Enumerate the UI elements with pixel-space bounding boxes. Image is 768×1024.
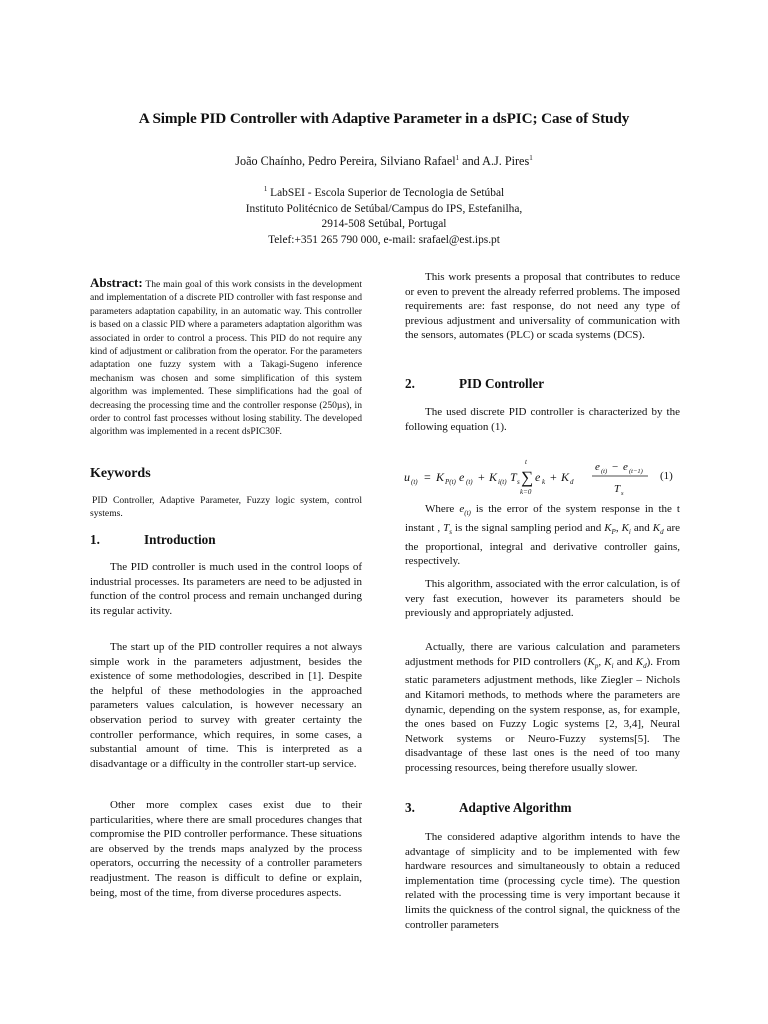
svg-text:K: K: [489, 470, 498, 484]
equation-number: (1): [660, 470, 673, 482]
section-1-heading: 1. Introduction: [90, 532, 216, 547]
abstract-heading: Abstract:: [90, 275, 143, 290]
svg-text:∑: ∑: [521, 468, 534, 487]
svg-text:K: K: [561, 470, 570, 484]
affiliation-line-1: $^1$ LabSEI - Escola Superior de Tecnologia de Setúbal: [263, 185, 505, 199]
intro-continuation: This work presents a proposal that contributes to reduce or even to prevent the already referred problems. The imposed requirements are: fast response, do not need any type of previous adjustment and universality of communication with the sensors, automates (PLC) or scada systems (DCS).: [405, 271, 680, 342]
svg-text:s: s: [517, 478, 520, 486]
paper-title: A Simple PID Controller with Adaptive Parameter in a dsPIC; Case of Study: [138, 110, 630, 127]
svg-text:e: e: [595, 461, 600, 473]
author-list: João Chaínho, Pedro Pereira, Silviano Rafael$^1$ and A.J. Pires$^1$: [235, 154, 533, 168]
intro-paragraph-2: The start up of the PID controller requires a not always simple work in the parameters adjustment, besides the existence of some methodologies, described in [1]. Despite the helpful of these methodologies in the approached parameters values calculation, is however necessary an observation period to survey with greater certainty the controller performance, which requires, in some cases, a substantial amount of time. This is interpreted as a disadvantage or a difficulty in the controller start-up service.: [90, 641, 362, 770]
affiliation-line-3: 2914-508 Setúbal, Portugal: [321, 218, 447, 231]
svg-text:k=0: k=0: [520, 488, 532, 496]
svg-text:+: +: [550, 470, 557, 484]
pid-equation: [404, 452, 694, 502]
pid-paragraph-2: Where $e_{(t)}$ is the error of the system response in the t instant , $T_s$ is the signal sampling period and $K_P$, $K_i$ and $K_d$ are the proportional, integral and derivative controller gains, respectively.: [405, 503, 680, 568]
svg-text:+: +: [478, 470, 485, 484]
svg-text:(t): (t): [601, 468, 608, 475]
svg-text:i(t): i(t): [498, 478, 507, 486]
svg-text:e: e: [459, 470, 465, 484]
svg-text:=: =: [424, 470, 431, 484]
svg-text:T: T: [614, 483, 621, 495]
pid-paragraph-1: The used discrete PID controller is characterized by the following equation (1).: [405, 406, 680, 433]
pid-paragraph-4: Actually, there are various calculation and parameters adjustment methods for PID controllers ($K_p$, $K_i$ and $K_d$). From static parameters adjustment methods, like Ziegler – Nichols and Kitamori methods, to methods where the parameters are dynamic, depending on the system response, as, for example, the ones based on Fuzzy Logic systems [2, 3,4], Neural Network systems or Neuro-Fuzzy systems[5]. The disadvantage of these last ones is the need of too many processing resources, being therefore usually slower.: [405, 641, 681, 774]
svg-text:t: t: [525, 458, 527, 466]
svg-text:s: s: [621, 490, 624, 497]
affiliation-line-2: Instituto Politécnico de Setúbal/Campus do IPS, Estefanilha,: [245, 202, 523, 215]
intro-paragraph-1: The PID controller is much used in the control loops of industrial processes. Its parameters are need to be adjusted in function of the control process and remain unchanged during its regular activity.: [90, 561, 362, 617]
svg-text:(t): (t): [466, 478, 473, 486]
keywords-heading: Keywords: [90, 466, 151, 481]
intro-paragraph-3: Other more complex cases exist due to their particularities, where there are small procedures changes that compromise the PID controller performance. These situations are observed by the trends maps analyzed by the process operators, occurring the necessity of a controller parameters readjustment. The reason is difficult to define or explain, being, most of the time, from diverse procedures aspects.: [90, 799, 362, 899]
section-2-heading: 2. PID Controller: [405, 376, 545, 391]
adaptive-paragraph-1: The considered adaptive algorithm intends to have the advantage of simplicity and to be implemented with few hardware resources and simultaneously to obtain a reduced implementation time (processing cycle time). The question related with the processing time is very important because it limits the quickness of the control signal, the quickness of the controller parameters: [405, 831, 680, 931]
affiliation-line-4: Telef:+351 265 790 000, e-mail: srafael@est.ips.pt: [268, 233, 500, 246]
svg-text:K: K: [436, 470, 445, 484]
svg-text:e: e: [535, 470, 541, 484]
equation-graphic: [404, 452, 694, 502]
svg-text:T: T: [510, 470, 517, 484]
svg-text:u: u: [404, 470, 410, 484]
section-3-heading: 3. Adaptive Algorithm: [405, 800, 572, 815]
abstract: [90, 276, 362, 439]
svg-text:d: d: [570, 478, 574, 486]
svg-text:−: −: [612, 461, 619, 473]
svg-text:(t−1): (t−1): [629, 468, 643, 475]
svg-text:P(t): P(t): [445, 478, 456, 486]
svg-text:e: e: [623, 461, 628, 473]
svg-text:(t): (t): [411, 478, 418, 486]
svg-text:k: k: [542, 478, 546, 486]
keywords-text: PID Controller, Adaptive Parameter, Fuzzy logic system, control systems.: [90, 495, 362, 520]
pid-paragraph-3: This algorithm, associated with the error calculation, is of very fast execution, however its parameters should be previously and appropriately adjusted.: [405, 578, 680, 620]
affiliation: [40, 186, 728, 248]
abstract-text: The main goal of this work consists in the development and implementation of a discrete PID controller with fast response and parameters adaptation capability, in an automatic way. This controller is based on a classic PID where a parameters adaptation algorithm was associated in order to control a process. This PID do not require any kind of adjustment or calibration from the operator. For the parameters adaptation one fuzzy system with a Takagi-Sugeno inference mechanism was chosen and some simplification of this system algorithm was implemented. These simplifications had the goal of decreasing the processing time and the controller response (250µs), in order to control fast processes without losing stability. The developed algorithm was implemented in a recent dsPIC30F.: [90, 279, 362, 438]
